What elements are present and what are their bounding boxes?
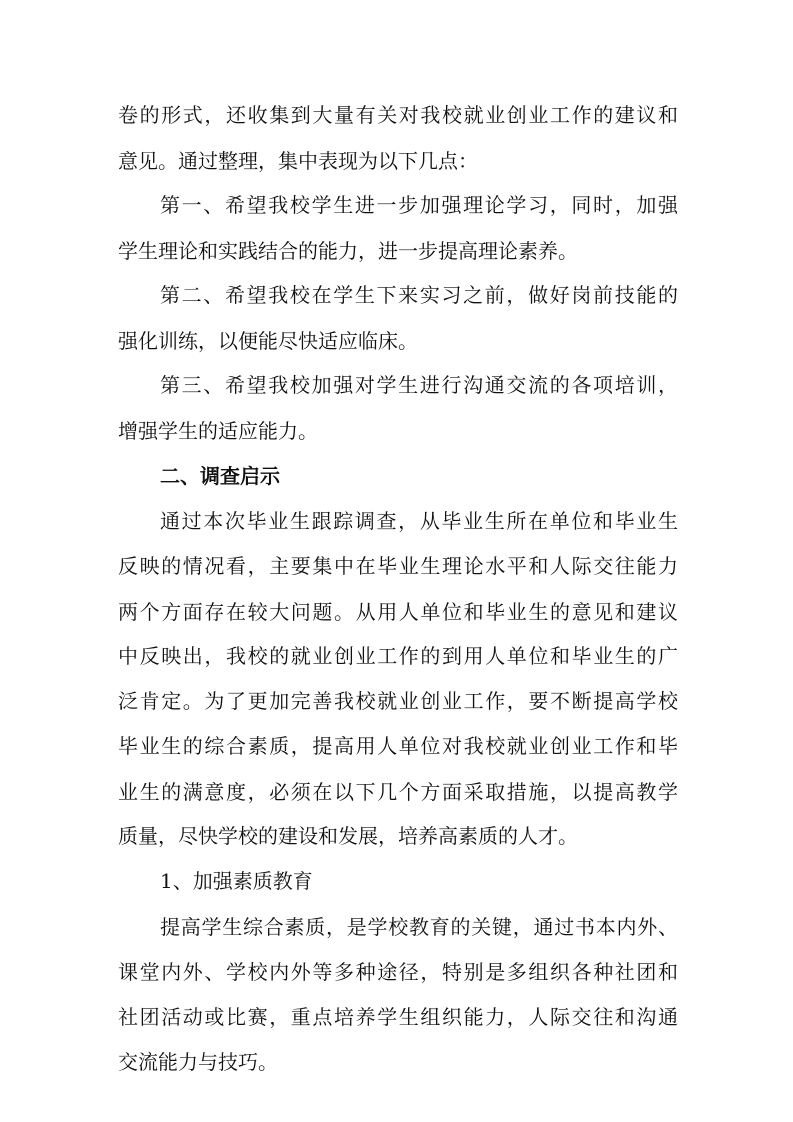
text-line: 强化训练，以便能尽快适应临床。 <box>118 329 418 353</box>
text-line: 两个方面存在较大问题。从用人单位和毕业生的意见和建议 <box>118 600 678 624</box>
text-line: 增强学生的适应能力。 <box>118 419 318 443</box>
text-line: 提高学生综合素质，是学校教育的关键，通过书本内外、 <box>160 915 678 939</box>
text-line: 交流能力与技巧。 <box>118 1050 278 1074</box>
text-line: 毕业生的综合素质，提高用人单位对我校就业创业工作和毕 <box>118 734 678 758</box>
text-line: 泛肯定。为了更加完善我校就业创业工作，要不断提高学校 <box>118 689 678 713</box>
text-line: 业生的满意度，必须在以下几个方面采取措施，以提高教学 <box>118 780 678 804</box>
subsection-heading: 1、加强素质教育 <box>160 869 313 893</box>
text-line: 学生理论和实践结合的能力，进一步提高理论素养。 <box>118 239 578 263</box>
text-line: 第二、希望我校在学生下来实习之前，做好岗前技能的 <box>160 283 678 307</box>
text-line: 中反映出，我校的就业创业工作的到用人单位和毕业生的广 <box>118 644 678 668</box>
text-line: 第三、希望我校加强对学生进行沟通交流的各项培训， <box>160 373 678 397</box>
text-line: 反映的情况看，主要集中在毕业生理论水平和人际交往能力 <box>118 554 678 578</box>
text-line: 意见。通过整理，集中表现为以下几点： <box>118 149 478 173</box>
text-line: 卷的形式，还收集到大量有关对我校就业创业工作的建议和 <box>118 103 678 127</box>
section-heading: 二、调查启示 <box>160 464 280 488</box>
text-line: 课堂内外、学校内外等多种途径，特别是多组织各种社团和 <box>118 960 678 984</box>
text-line: 通过本次毕业生跟踪调查，从毕业生所在单位和毕业生 <box>160 509 678 533</box>
text-line: 质量，尽快学校的建设和发展，培养高素质的人才。 <box>118 824 578 848</box>
text-line: 社团活动或比赛，重点培养学生组织能力，人际交往和沟通 <box>118 1005 678 1029</box>
text-line: 第一、希望我校学生进一步加强理论学习，同时，加强 <box>160 193 678 217</box>
